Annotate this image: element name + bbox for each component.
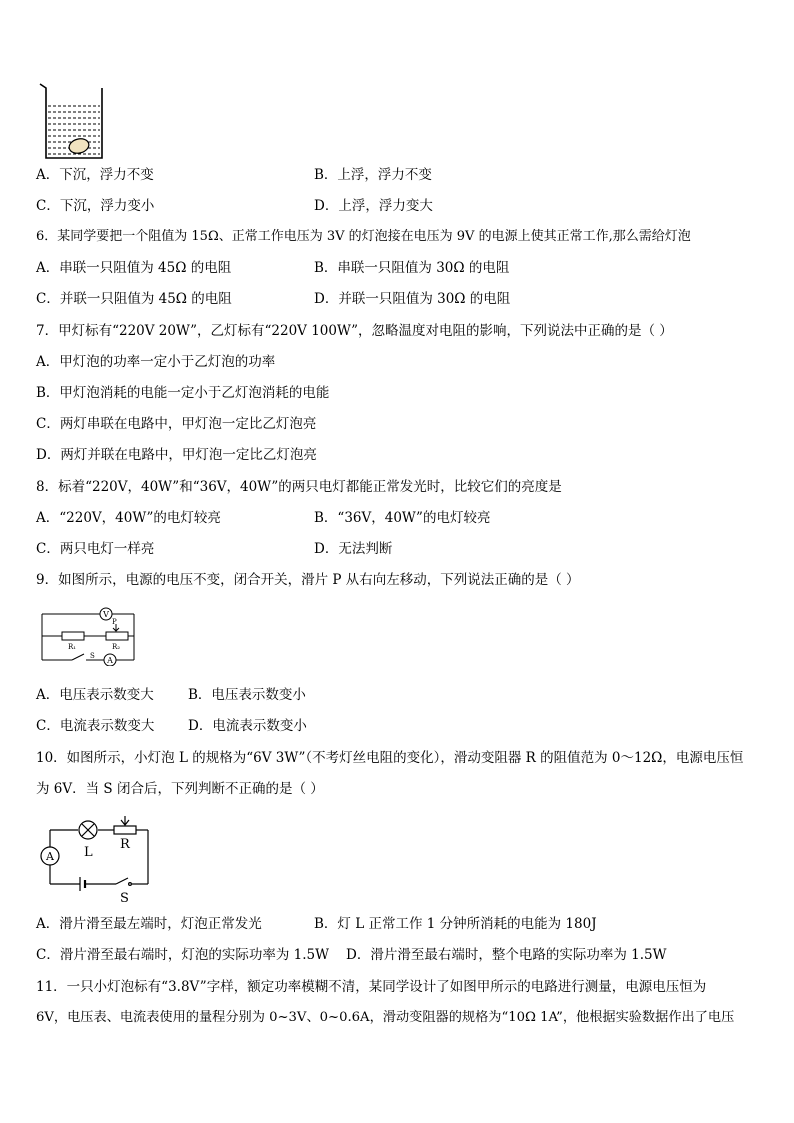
q5-option-d: D．上浮，浮力变大 bbox=[314, 198, 433, 214]
q5-option-b: B．上浮，浮力不变 bbox=[314, 167, 432, 183]
q5-option-c: C．下沉，浮力变小 bbox=[36, 198, 155, 214]
q8-option-a: A．“220V，40W”的电灯较亮 bbox=[36, 510, 221, 526]
q9-ammeter-symbol: A bbox=[107, 656, 113, 665]
q10-option-b: B．灯 L 正常工作 1 分钟所消耗的电能为 180J bbox=[314, 916, 597, 932]
q6-option-d: D．并联一只阻值为 30Ω 的电阻 bbox=[314, 291, 511, 307]
q10-option-d: D．滑片滑至最右端时，整个电路的实际功率为 1.5W bbox=[346, 947, 667, 963]
q6-option-c: C．并联一只阻值为 45Ω 的电阻 bbox=[36, 291, 232, 307]
q10-option-a: A．滑片滑至最左端时，灯泡正常发光 bbox=[36, 916, 262, 932]
q9-slider-label: P bbox=[112, 618, 117, 626]
q7-option-c: C．两灯串联在电路中，甲灯泡一定比乙灯泡亮 bbox=[36, 416, 317, 432]
q11-stem-line1: 11．一只小灯泡标有“3.8V”字样，额定功率模糊不清，某同学设计了如图甲所示的电路进行测量，电源电压恒为 bbox=[36, 979, 707, 995]
q9-option-b: B．电压表示数变小 bbox=[188, 687, 306, 703]
q10-stem-line1: 10．如图所示，小灯泡 L 的规格为“6V 3W”（不考灯丝电阻的变化），滑动变阻器 R 的阻值范为 0～12Ω，电源电压恒 bbox=[36, 750, 744, 766]
q7-option-b: B．甲灯泡消耗的电能一定小于乙灯泡消耗的电能 bbox=[36, 385, 330, 401]
q9-circuit-figure bbox=[36, 602, 140, 666]
q8-option-b: B．“36V，40W”的电灯较亮 bbox=[314, 510, 491, 526]
q8-option-d: D．无法判断 bbox=[314, 541, 393, 557]
q10-rheostat-label: R bbox=[120, 837, 130, 852]
q9-voltmeter-symbol: V bbox=[103, 610, 109, 619]
q10-ammeter-symbol: A bbox=[46, 850, 54, 863]
q9-r2-label: R₂ bbox=[112, 643, 121, 651]
q10-stem-line2: 为 6V．当 S 闭合后，下列判断不正确的是（ ） bbox=[36, 781, 324, 797]
q9-option-c: C．电流表示数变大 bbox=[36, 718, 155, 734]
q7-option-d: D．两灯并联在电路中，甲灯泡一定比乙灯泡亮 bbox=[36, 447, 317, 463]
beaker-figure bbox=[36, 80, 106, 162]
q7-option-a: A．甲灯泡的功率一定小于乙灯泡的功率 bbox=[36, 354, 276, 370]
q9-r1-label: R₁ bbox=[68, 643, 77, 651]
q8-option-c: C．两只电灯一样亮 bbox=[36, 541, 155, 557]
q9-option-d: D．电流表示数变小 bbox=[188, 718, 307, 734]
q10-switch-label: S bbox=[120, 891, 129, 904]
q10-lamp-label: L bbox=[84, 845, 93, 860]
q8-stem: 8．标着“220V，40W”和“36V，40W”的两只电灯都能正常发光时，比较它们的亮度是 bbox=[36, 479, 562, 495]
q11-stem-line2: 6V，电压表、电流表使用的量程分别为 0~3V、0~0.6A，滑动变阻器的规格为“10Ω 1A”，他根据实验数据作出了电压 bbox=[36, 1010, 735, 1025]
q6-option-a: A．串联一只阻值为 45Ω 的电阻 bbox=[36, 260, 232, 276]
q9-option-a: A．电压表示数变大 bbox=[36, 687, 154, 703]
q7-stem: 7．甲灯标有“220V 20W”，乙灯标有“220V 100W”，忽略温度对电阻的影响，下列说法中正确的是（ ） bbox=[36, 323, 673, 339]
q9-stem: 9．如图所示，电源的电压不变，闭合开关，滑片 P 从右向左移动，下列说法正确的是（ ） bbox=[36, 572, 580, 588]
q9-switch-label: S bbox=[90, 652, 95, 660]
q10-option-c: C．滑片滑至最右端时，灯泡的实际功率为 1.5W bbox=[36, 947, 329, 963]
q10-circuit-figure bbox=[36, 814, 156, 904]
q6-option-b: B．串联一只阻值为 30Ω 的电阻 bbox=[314, 260, 510, 276]
q5-option-a: A．下沉，浮力不变 bbox=[36, 167, 154, 183]
q6-stem: 6．某同学要把一个阻值为 15Ω、正常工作电压为 3V 的灯泡接在电压为 9V 的电源上使其正常工作,那么需给灯泡 bbox=[36, 229, 691, 244]
